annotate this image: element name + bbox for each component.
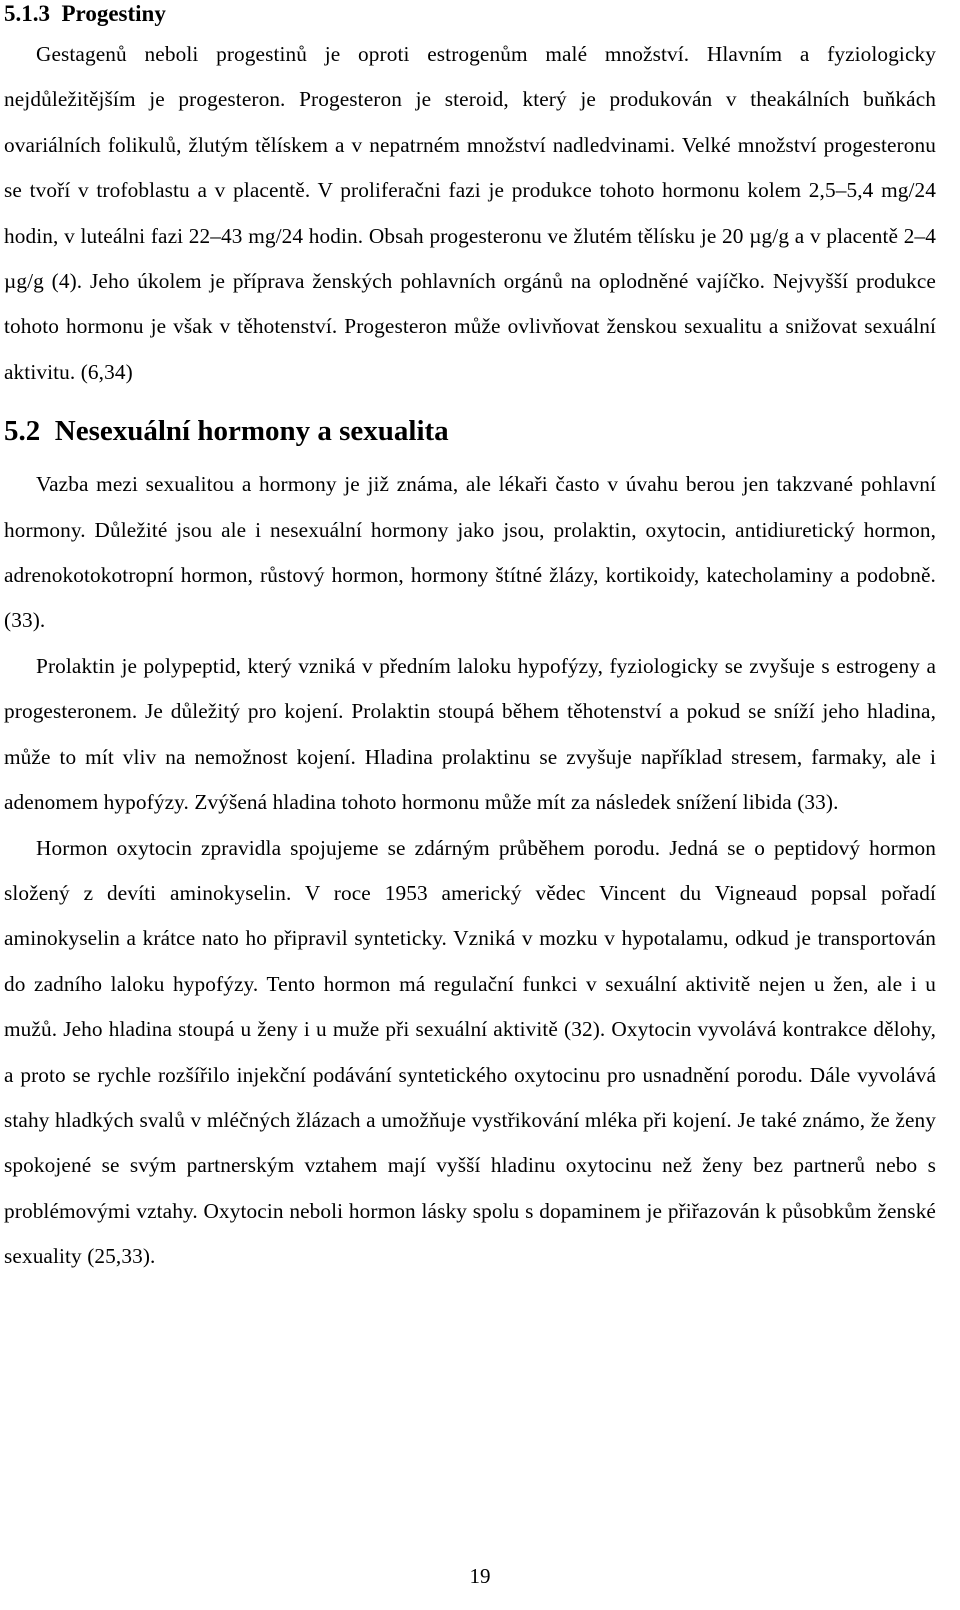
section-heading-progestiny <box>4 0 936 28</box>
page-number: 19 <box>469 1564 491 1588</box>
document-page <box>4 0 936 1280</box>
paragraph-prolaktin: Prolaktin je polypeptid, který vzniká v předním laloku hypofýzy, fyziologicky se zvyšuje s estrogeny a progesteronem. Je důležitý pro kojení. Prolaktin stoupá během těhotenství a pokud se sníží jeho hladina, může to mít vliv na nemožnost kojení. Hladina prolaktinu se zvyšuje například stresem, farmaky, ale i adenomem hypofýzy. Zvýšená hladina tohoto hormonu může mít za následek snížení libida (33). <box>4 653 936 815</box>
paragraph-vazba: Vazba mezi sexualitou a hormony je již známa, ale lékaři často v úvahu berou jen takzvané pohlavní hormony. Důležité jsou ale i nesexuální hormony jako jsou, prolaktin, oxytocin, antidiuretický hormon, adrenokotokotropní hormon, růstový hormon, hormony štítné žlázy, kortikoidy, katecholaminy a podobně. (33). <box>4 472 936 633</box>
section-title: Progestiny <box>61 1 166 26</box>
section-title: Nesexuální hormony a sexualita <box>54 415 449 448</box>
section-number: 5.2 <box>4 415 41 448</box>
paragraph-oxytocin: Hormon oxytocin zpravidla spojujeme se zdárným průběhem porodu. Jedná se o peptidový hormon složený z devíti aminokyselin. V roce 1953 americký vědec Vincent du Vigneaud popsal pořadí aminokyselin a krátce nato ho připravil synteticky. Vzniká v mozku v hypotalamu, odkud je transportován do zadního laloku hypofýzy. Tento hormon má regulační funkci v sexuální aktivitě nejen u žen, ale i u mužů. Jeho hladina stoupá u ženy i u muže při sexuální aktivitě (32). Oxytocin vyvolává kontrakce dělohy, a proto se rychle rozšířilo injekční podávání syntetického oxytocinu pro usnadnění porodu. Dále vyvolává stahy hladkých svalů v mléčných žlázach a umožňuje vystřikování mléka při kojení. Je také známo, že ženy spokojené se svým partnerským vztahem mají vyšší hladinu oxytocinu než ženy bez partnerů nebo s problémovými vztahy. Oxytocin neboli hormon lásky spolu s dopaminem je přiřazován k působkům ženské sexuality (25,33). <box>4 835 936 1269</box>
section-number: 5.1.3 <box>4 1 50 26</box>
paragraph-progestiny: Gestagenů neboli progestinů je oproti estrogenům malé množství. Hlavním a fyziologicky nejdůležitějším je progesteron. Progesteron je steroid, který je produkován v theakálních buňkách ovariálních folikulů, žlutým tělískem a v nepatrném množství nadledvinami. Velké množství progesteronu se tvoří v trofoblastu a v placentě. V proliferačni fazi je produkce tohoto hormonu kolem 2,5–5,4 mg/24 hodin, v luteálni fazi 22–43 mg/24 hodin. Obsah progesteronu ve žlutém tělísku je 20 µg/g a v placentě 2–4 µg/g (4). Jeho úkolem je příprava ženských pohlavních orgánů na oplodněné vajíčko. Nejvyšší produkce tohoto hormonu je však v těhotenství. Progesteron může ovlivňovat ženskou sexualitu a snižovat sexuální aktivitu. (6,34) <box>4 42 936 384</box>
section-heading-nesexualni-hormony <box>4 414 936 448</box>
